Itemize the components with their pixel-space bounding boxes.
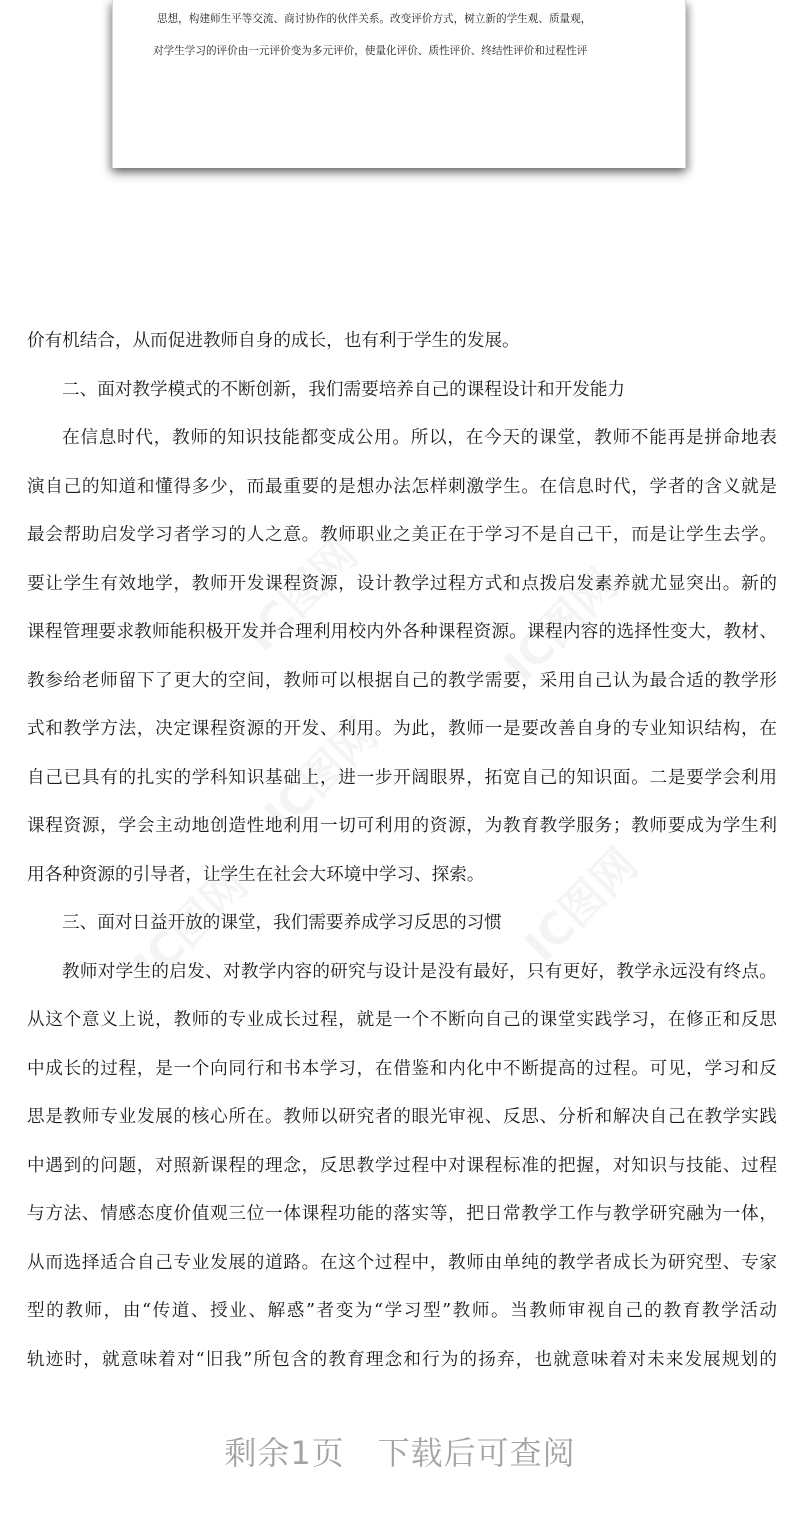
preview-text-line: 思想，构建师生平等交流、商讨协作的伙伴关系。改变评价方式，树立新的学生观、质量观， xyxy=(157,13,592,25)
paragraph-line: 中遇到的问题，对照新课程的理念，反思教学过程中对课程标准的把握，对知识与技能、过程 xyxy=(27,1155,777,1176)
paragraph-line: 演自己的知道和懂得多少，而最重要的是想办法怎样刺激学生。在信息时代，学者的含义就是 xyxy=(27,476,777,497)
paragraph-line: 思是教师专业发展的核心所在。教师以研究者的眼光审视、反思、分析和解决自己在教学实践 xyxy=(27,1107,777,1127)
paragraph-line: 自己已具有的扎实的学科知识基础上，进一步开阔眼界，拓宽自己的知识面。二是要学会利用 xyxy=(27,767,777,788)
paragraph-line: 课程管理要求教师能积极开发并合理利用校内外各种课程资源。课程内容的选择性变大，教材、 xyxy=(27,622,777,642)
paragraph-line: 型的教师，由“传道、授业、解惑”者变为“学习型”教师。当教师审视自己的教育教学活动 xyxy=(27,1301,777,1321)
document-body xyxy=(27,324,777,1391)
paragraph-line: 教参给老师留下了更大的空间，教师可以根据自己的教学需要，采用自己认为最合适的教学形 xyxy=(27,670,777,691)
paragraph-line: 在信息时代，教师的知识技能都变成公用。所以，在今天的课堂，教师不能再是拼命地表 xyxy=(62,428,777,448)
section-heading: 二、面对教学模式的不断创新，我们需要培养自己的课程设计和开发能力 xyxy=(62,379,626,400)
paragraph-line: 中成长的过程，是一个向同行和书本学习，在借鉴和内化中不断提高的过程。可见，学习和反 xyxy=(27,1058,777,1079)
paragraph-line: 轨迹时，就意味着对“旧我”所包含的教育理念和行为的扬弃，也就意味着对未来发展规划的 xyxy=(27,1349,777,1370)
paragraph-line: 课程资源，学会主动地创造性地利用一切可利用的资源，为教育教学服务；教师要成为学生利 xyxy=(27,816,777,836)
paragraph-line: 价有机结合，从而促进教师自身的成长，也有利于学生的发展。 xyxy=(27,331,520,351)
paragraph-line: 从这个意义上说，教师的专业成长过程，就是一个不断向自己的课堂实践学习，在修正和反思 xyxy=(27,1010,777,1030)
section-heading: 三、面对日益开放的课堂，我们需要养成学习反思的习惯 xyxy=(62,913,502,933)
remaining-pages-notice[interactable]: 剩余1页 下载后可查阅 xyxy=(224,1434,576,1472)
paragraph-line: 用各种资源的引导者，让学生在社会大环境中学习、探索。 xyxy=(27,864,485,885)
paragraph-line: 与方法、情感态度价值观三位一体课程功能的落实等，把日常教学工作与教学研究融为一体， xyxy=(27,1204,777,1224)
preview-text-line: 对学生学习的评价由一元评价变为多元评价，使量化评价、质性评价、终结性评价和过程性评 xyxy=(153,45,588,57)
previous-page-preview xyxy=(112,0,686,168)
paragraph-line: 式和教学方法，决定课程资源的开发、利用。为此，教师一是要改善自身的专业知识结构，在 xyxy=(27,719,777,739)
paragraph-line: 最会帮助启发学习者学习的人之意。教师职业之美正在于学习不是自己干，而是让学生去学。 xyxy=(27,525,777,545)
paragraph-line: 教师对学生的启发、对教学内容的研究与设计是没有最好，只有更好，教学永远没有终点。 xyxy=(62,961,777,982)
paragraph-line: 从而选择适合自己专业发展的道路。在这个过程中，教师由单纯的教学者成长为研究型、专家 xyxy=(27,1252,777,1273)
paragraph-line: 要让学生有效地学，教师开发课程资源，设计教学过程方式和点拨启发素养就尤显突出。新的 xyxy=(27,573,777,594)
